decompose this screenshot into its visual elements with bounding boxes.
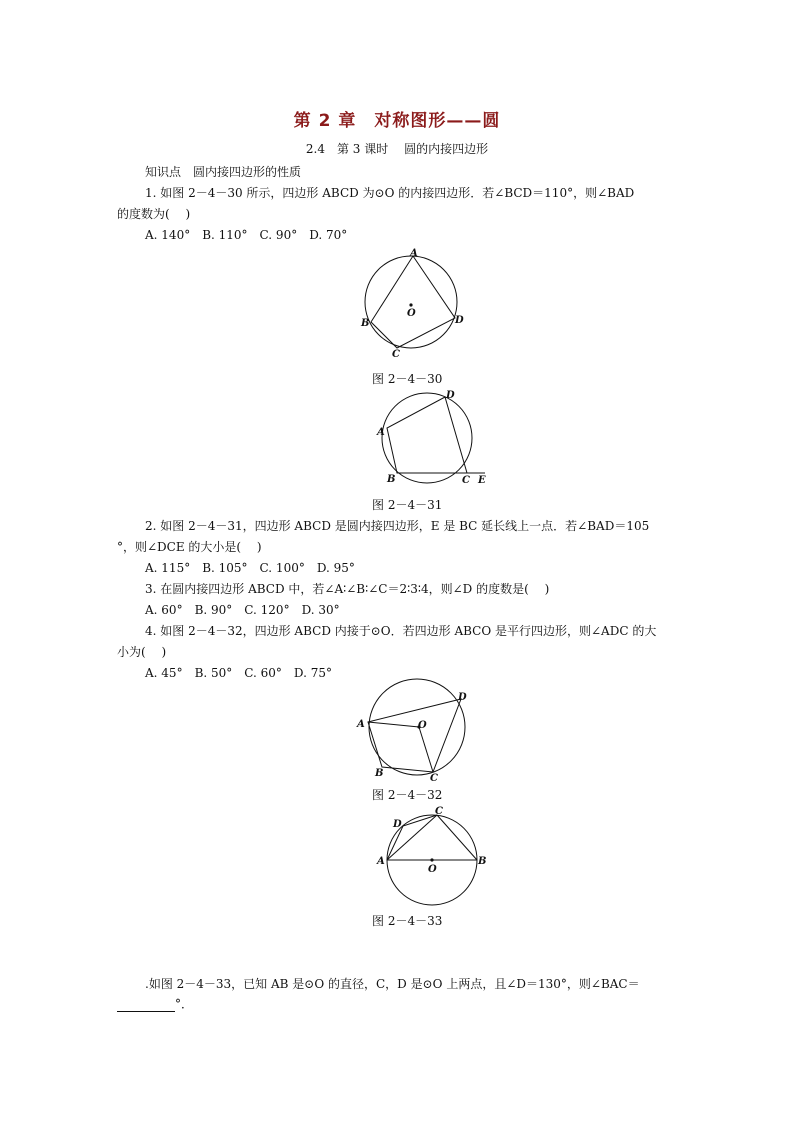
q4-line2: 小为( ): [117, 645, 167, 659]
center-point: [430, 858, 433, 861]
label-d: D: [446, 390, 455, 401]
answer-blank[interactable]: [117, 999, 175, 1012]
label-a: A: [357, 719, 365, 730]
circle: [365, 256, 457, 348]
label-a: A: [377, 427, 385, 438]
knowledge-point: 知识点 圆内接四边形的性质: [145, 165, 302, 179]
caption-fig33: 图 2－4－33: [372, 914, 443, 928]
q2-line2: °，则∠DCE 的大小是( ): [117, 540, 262, 554]
label-o: O: [418, 720, 427, 731]
label-d: D: [393, 819, 402, 830]
figure-2-4-30: [355, 247, 475, 362]
segment-ao: [368, 722, 419, 727]
label-a: A: [377, 856, 385, 867]
label-d: D: [458, 692, 467, 703]
figure-2-4-31: [375, 390, 495, 490]
center-point: [409, 303, 412, 306]
quadrilateral-abcd: [368, 699, 461, 772]
caption-fig31: 图 2－4－31: [372, 498, 443, 512]
quadrilateral-abcd: [371, 256, 455, 348]
label-o: O: [407, 308, 416, 319]
q5-line2-suffix: °．: [175, 997, 194, 1011]
q1-options: A. 140° B. 110° C. 90° D. 70°: [145, 228, 348, 242]
chapter-title: 第 2 章 对称图形——圆: [293, 111, 501, 131]
label-c: C: [435, 806, 443, 817]
figure-2-4-32: [355, 682, 475, 782]
section-title: 2.4 第 3 课时 圆的内接四边形: [305, 142, 489, 156]
label-a: A: [410, 248, 418, 259]
q5-line1: .如图 2－4－33，已知 AB 是⊙O 的直径，C，D 是⊙O 上两点，且∠D＝130°，则∠BAC＝: [145, 977, 640, 991]
label-b: B: [375, 768, 384, 779]
label-c: C: [430, 773, 438, 784]
segment-oc: [419, 727, 433, 772]
q3-line1: 3. 在圆内接四边形 ABCD 中，若∠A∶∠B∶∠C＝2∶3∶4，则∠D 的度数是( ): [145, 582, 550, 596]
q4-line1: 4. 如图 2－4－32，四边形 ABCD 内接于⊙O．若四边形 ABCO 是平行四边形，则∠ADC 的大: [145, 624, 657, 638]
figure-2-4-33: [377, 805, 492, 910]
q1-line2: 的度数为( ): [117, 207, 191, 221]
label-c: C: [462, 475, 470, 486]
label-b: B: [478, 856, 487, 867]
q4-options: A. 45° B. 50° C. 60° D. 75°: [145, 666, 333, 680]
caption-fig30: 图 2－4－30: [372, 372, 443, 386]
q5-line2: [117, 995, 193, 1012]
q2-line1: 2. 如图 2－4－31，四边形 ABCD 是圆内接四边形，E 是 BC 延长线上一点．若∠BAD＝105: [145, 519, 650, 533]
caption-fig32: 图 2－4－32: [372, 788, 443, 802]
label-o: O: [428, 864, 437, 875]
label-e: E: [478, 475, 486, 486]
quadrilateral-abcd: [387, 397, 467, 473]
label-c: C: [392, 349, 400, 360]
q3-options: A. 60° B. 90° C. 120° D. 30°: [145, 603, 340, 617]
q2-options: A. 115° B. 105° C. 100° D. 95°: [145, 561, 355, 575]
label-b: B: [361, 318, 370, 329]
label-b: B: [387, 474, 396, 485]
label-d: D: [455, 315, 464, 326]
q1-line1: 1. 如图 2－4－30 所示，四边形 ABCD 为⊙O 的内接四边形．若∠BCD＝110°，则∠BAD: [145, 186, 635, 200]
